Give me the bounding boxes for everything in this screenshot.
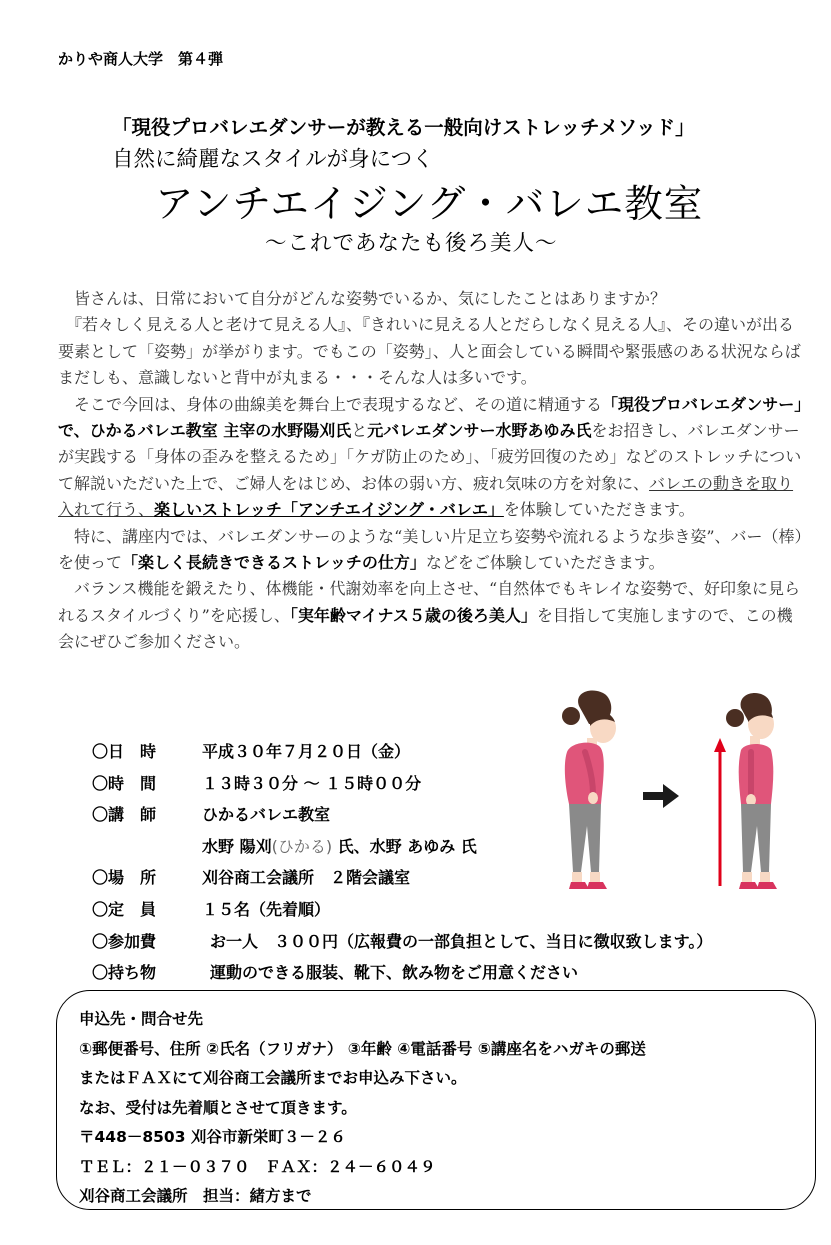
page-title: アンチエイジング・バレエ教室 [155,182,704,227]
intro-paragraph-4: 特に、講座内では、バレエダンサーのような“美しい片足立ち姿勢や流れるような歩き姿”、バー（棒）を使って「楽しく長続きできるストレッチの仕方」などをご体験していただきます。 [58,526,803,573]
posture-illustration [545,686,795,908]
tagline: ～これであなたも後ろ美人～ [265,231,558,256]
series-label: かりや商人大学 第４弾 [58,50,224,68]
contact-line-3: なお、受付は先着順とさせて頂きます。 [79,1098,357,1117]
arrow-right-icon [643,784,679,808]
arrow-up-icon [714,738,726,752]
upright-woman-figure [726,693,777,889]
contact-heading: 申込先・問合せ先 [79,1010,204,1028]
intro-paragraph-3: そこで今回は、身体の曲線美を舞台上で表現するなど、その道に精通する「現役プロバレエダンサー」で、ひかるバレエ教室 主宰の水野陽刈氏と元バレエダンサー水野あゆみ氏をお招きし、バレエダンサーが実践する「身体の歪みを整えるため」「ケガ防止のため」、「疲労回復のため」などのストレッチについて解説いただいた上で、ご婦人をはじめ、お体の弱い方、疲れ気味の方を対象に、バレエの動きを取り入れて行う、楽しいストレッチ「アンチエイジング・バレエ」を体験していただきます。 [58,394,803,520]
intro-paragraph-5: バランス機能を鍛えたり、体機能・代謝効率を向上させ、“自然体でもキレイな姿勢で、好印象に見られるスタイルづくり”を応援し、「実年齢マイナス５歳の後ろ美人」を目指して実施しますので、この機会にぜひご参加ください。 [58,579,800,652]
intro-paragraph-2: 『若々しく見える人と老けて見える人』、『きれいに見える人とだらしなく見える人』、その違いが出る要素として「姿勢」が挙がります。でもこの「姿勢」、人と面会している瞬間や緊張感のある状況ならばまだしも、意識しないと背中が丸まる・・・そんな人は多いです。 [58,315,801,388]
contact-tel-fax: ＴＥＬ：２１－０３７０ ＦＡＸ：２４－６０４９ [79,1157,436,1176]
contact-person: 刈谷商工会議所 担当：緒方まで [79,1187,312,1205]
catchphrase: 「現役プロバレエダンサーが教える一般向けストレッチメソッド」 [112,116,695,139]
contact-address: 〒448－8503 刈谷市新栄町３－２６ [79,1128,346,1146]
slouching-woman-figure [562,691,616,889]
contact-line-2: またはＦＡＸにて刈谷商工会議所までお申込み下さい。 [79,1069,467,1087]
contact-box [56,990,816,1210]
intro-paragraph-1: 皆さんは、日常において自分がどんな姿勢でいるか、気にしたことはありますか？ [74,289,667,308]
subtitle: 自然に綺麗なスタイルが身につく [112,147,434,172]
contact-line-1: ①郵便番号、住所 ②氏名（フリガナ） ③年齢 ④電話番号 ⑤講座名をハガキの郵送 [79,1039,646,1058]
intro-text [58,286,803,656]
